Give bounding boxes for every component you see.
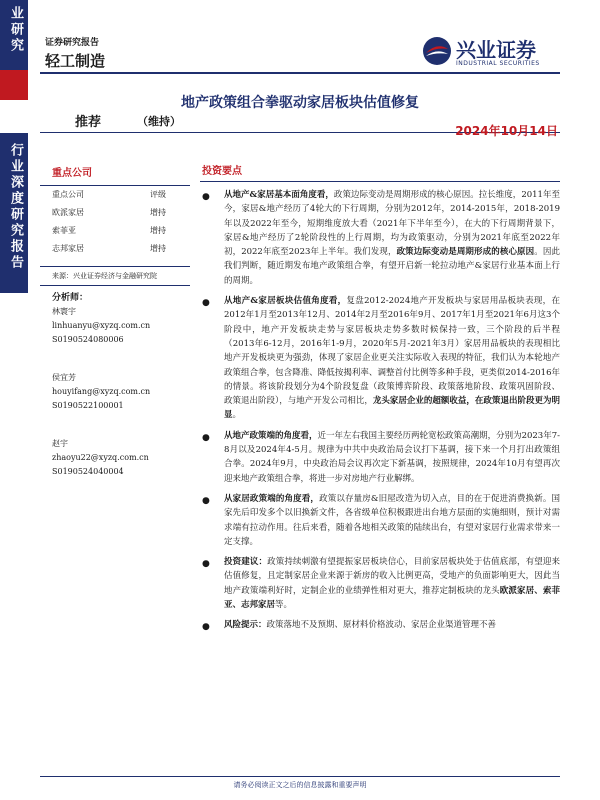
company-rating: 评级 — [150, 190, 166, 199]
analyst-email[interactable]: houyifang@xyzq.com.cn — [52, 387, 151, 396]
company-logo — [422, 34, 552, 74]
bullet-icon: ● — [202, 622, 210, 633]
point-lead: 从地产&家居板块估值角度看， — [224, 296, 347, 307]
table-row — [40, 222, 190, 240]
bullet-icon: ● — [202, 192, 210, 202]
analyst-id: S0190524040004 — [52, 467, 124, 476]
sidebar-mid-label: 行业深度研究报告 — [8, 143, 23, 271]
header-divider — [40, 72, 560, 74]
point-tail: 。因此我们判断，随近期发布地产政策组合拳，有望开启新一轮拉动地产&家居行业基本面上行的周期。 — [224, 247, 560, 286]
analyst-email[interactable]: linhuanyu@xyzq.com.cn — [52, 321, 151, 330]
analysts-heading: 分析师： — [52, 293, 89, 303]
key-point — [200, 492, 560, 549]
sidebar-top-label: 业研究 — [8, 6, 23, 54]
company-rating: 增持 — [150, 244, 166, 253]
sidebar-red-band — [0, 70, 28, 100]
report-date: 2024年10月14日 — [455, 124, 558, 138]
analyst-name: 赵宇 — [52, 439, 68, 448]
left-column — [40, 154, 190, 479]
analyst-id: S0190524080006 — [52, 335, 124, 344]
analyst-email[interactable]: zhaoyu22@xyzq.com.cn — [52, 453, 149, 462]
point-lead: 从地产政策端的角度看， — [224, 430, 318, 441]
industry-name: 轻工制造 — [45, 52, 106, 70]
point-lead: 风险提示： — [224, 620, 267, 631]
point-tail: 。 — [232, 410, 242, 421]
rating-label: 推荐 — [75, 115, 102, 130]
point-tail: 等。 — [275, 600, 293, 611]
point-emphasis: 欧派家居、索菲亚、志邦家居 — [224, 585, 560, 611]
table-source: 来源：兴业证券经济与金融研究院 — [40, 266, 190, 286]
analyst-entry — [40, 371, 190, 413]
bullet-icon: ● — [202, 495, 210, 506]
company-name: 欧派家居 — [52, 208, 84, 217]
analyst-entry — [40, 305, 190, 347]
table-row — [40, 204, 190, 222]
key-point — [200, 555, 560, 612]
point-emphasis: 龙头家居企业的超额收益，在政策退出阶段更为明显 — [224, 396, 560, 421]
key-points-list — [200, 188, 560, 633]
logo-text-en: INDUSTRIAL SECURITIES — [456, 60, 540, 67]
analyst-id: S0190522100001 — [52, 401, 124, 410]
point-text: 政策落地不及预期、原材料价格波动、家居企业渠道管理不善 — [266, 620, 497, 631]
company-rating: 增持 — [150, 226, 166, 235]
footer-disclaimer: 请务必阅读正文之后的信息披露和重要声明 — [233, 781, 367, 789]
report-title: 地产政策组合拳驱动家居板块估值修复 — [181, 95, 419, 111]
key-companies-heading: 重点公司 — [40, 154, 190, 186]
rating-change: （维持） — [137, 115, 181, 128]
bullet-icon: ● — [202, 432, 210, 443]
sidebar-top-band — [0, 0, 28, 70]
key-companies-table — [40, 186, 190, 258]
footer-divider — [40, 776, 560, 777]
point-text: 近一年左右我国主要经历两轮宽松政策高潮期，分别为2023年7-8月以及2024年4-5月。规律为中共中央政治局会议打下基调，接下来一个月打出政策组合拳。2024年9月，中央政治局会议再次定下新基调，按照规律，2024年10月有望再次迎来地产政策组合拳，将进一步对房地产行业解绑。 — [224, 430, 560, 484]
point-text: 复盘2012-2024地产开发板块与家居用品板块表现，在2012年1月至2013年12月、2014年2月至2016年9月、2017年1月至2021年6月这3个阶段中，地产开发板块走势与家居板块走势多数时候保持一致，三个阶段的后半程（2013年6-12月，2016年1-9月，2020年5月-2021年3月）家居用品板块的表现相比地产开发板块更为强劲，体现了家居企业更关注实际收入表现的特征，我们认为本轮地产政策组合拳，包含降准、降低按揭利率、调整首付比例等多种手段，更类似2014-2016年的情景。将该阶段划分为4个阶段复盘（政策博弈阶段、政策落地阶段、政策巩固阶段、政策退出阶段），与地产开发公司相比， — [224, 296, 560, 407]
company-rating: 增持 — [150, 208, 166, 217]
table-row — [40, 186, 190, 204]
point-emphasis: 政策边际变动是周期形成的核心原因 — [396, 247, 535, 258]
key-point — [200, 429, 560, 486]
key-point — [200, 618, 560, 632]
point-text: 政策持续刺激有望提振家居板块信心，目前家居板块处于估值底部，有望迎来估值修复，且定制家居企业来源于新房的收入比例更高，受地产的负面影响更大，因此当地产政策端利好时，定制企业的业绩弹性相对更大，推荐定制板块的龙头 — [224, 557, 560, 596]
analyst-name: 侯宜芳 — [52, 373, 76, 382]
sidebar-mid-band — [0, 133, 28, 293]
point-text: 政策以存量房&旧屋改造为切入点，目的在于促进消费换新。国家先后印发多个以旧换新文件，各省级单位积极跟进出台地方层面的实施细则，预计对需求端有拉动作用。往后来看，随着各地相关政策的陆续出台，有望对家居行业需求带来一定支撑。 — [224, 493, 560, 547]
company-name: 索菲亚 — [52, 226, 76, 235]
logo-mark-icon — [422, 36, 452, 66]
company-name: 重点公司 — [52, 190, 84, 199]
right-column — [200, 154, 560, 633]
analyst-name: 林寰宇 — [52, 307, 76, 316]
point-lead: 从家居政策端的角度看， — [224, 493, 320, 504]
report-type: 证券研究报告 — [45, 38, 100, 48]
bullet-icon: ● — [202, 298, 210, 309]
key-point — [200, 294, 560, 423]
analyst-entry — [40, 437, 190, 479]
point-lead: 投资建议： — [224, 557, 268, 568]
key-points-heading: 投资要点 — [200, 154, 560, 182]
company-name: 志邦家居 — [52, 244, 84, 253]
bullet-icon: ● — [202, 559, 210, 570]
point-text: 政策边际变动是周期形成的核心原因。拉长维度，2011年至今，家居&地产经历了4轮大的下行周期，分别为2012年，2014-2015年，2018-2019年以及2022年至今，短期维度放大看（2021年下半年至今），在大的下行周期背景下，家居&地产经历了2轮阶段性的上行周期，均为政策驱动，分别为2021年底至2022年初，2022年底至2023年上半年。我们发现， — [224, 190, 560, 258]
logo-text-cn: 兴业证券 — [456, 38, 536, 62]
table-row — [40, 240, 190, 258]
analysts-list — [40, 305, 190, 479]
key-point — [200, 188, 560, 288]
point-lead: 从地产&家居基本面角度看， — [224, 190, 334, 200]
